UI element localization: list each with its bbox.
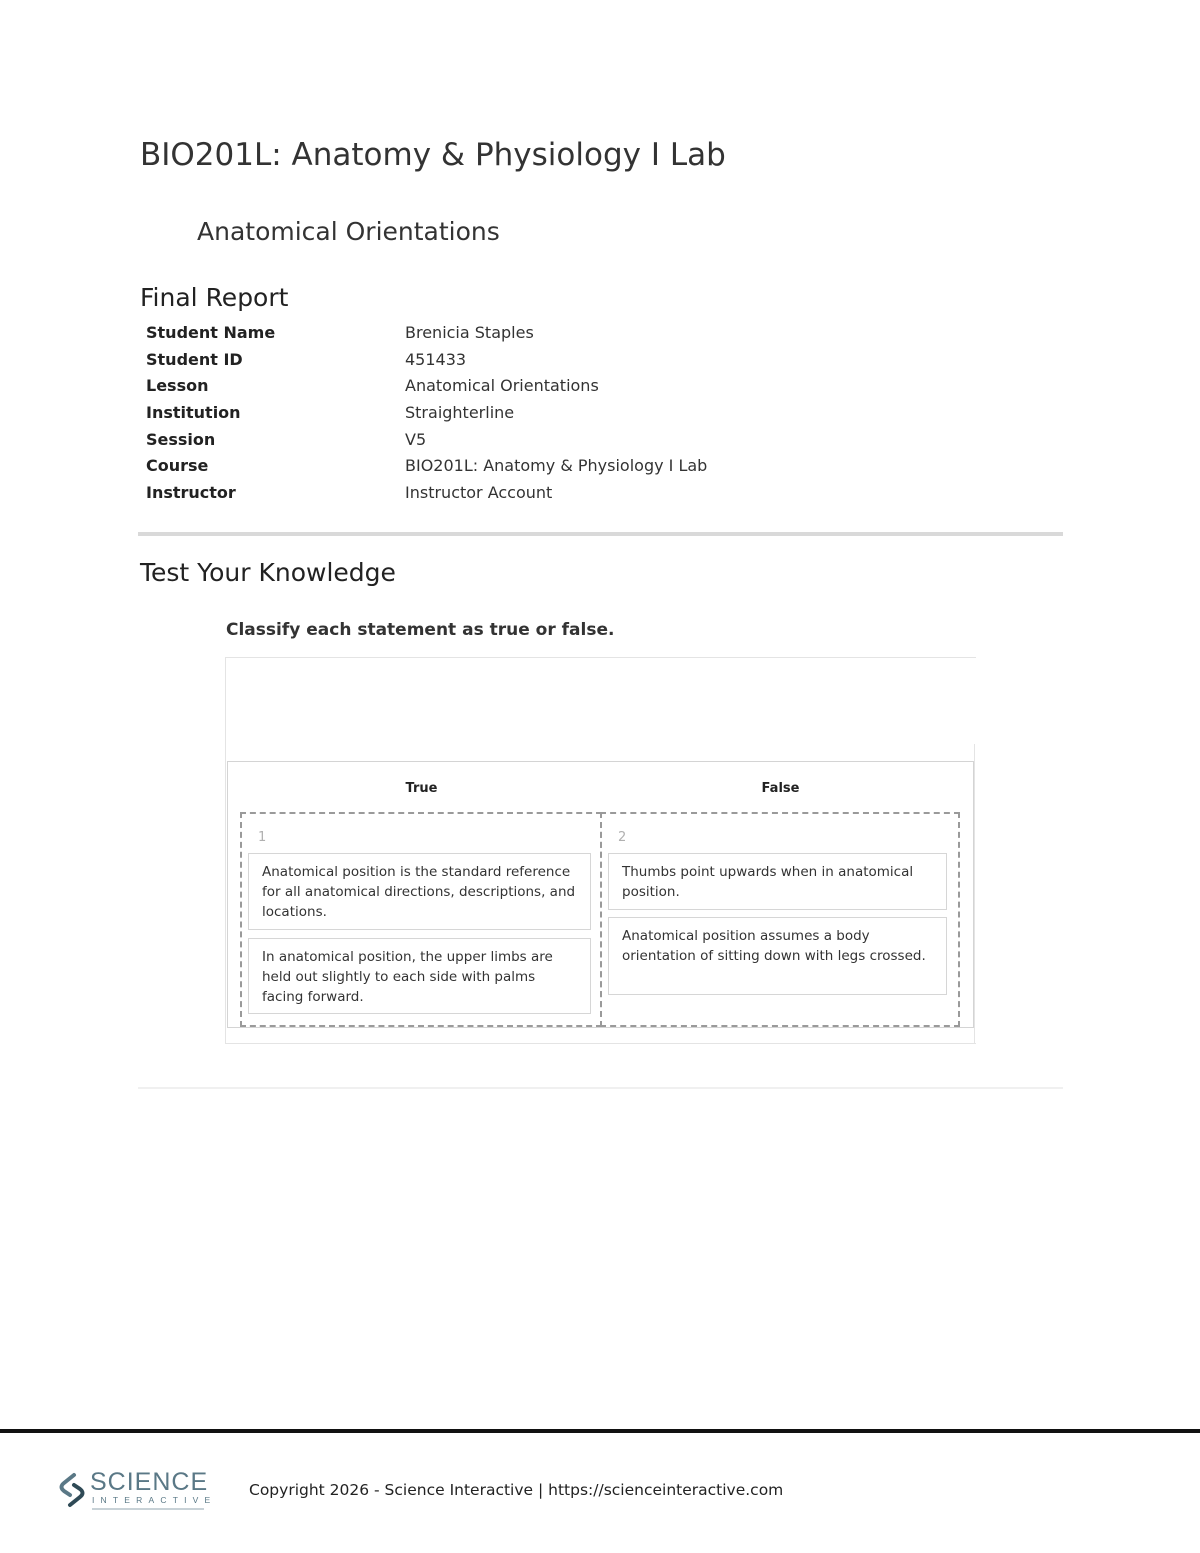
- info-label: Institution: [146, 403, 241, 423]
- section-divider: [138, 532, 1063, 536]
- footer-copyright: Copyright 2026 - Science Interactive | https://scienceinteractive.com: [249, 1481, 784, 1499]
- info-value: Straighterline: [405, 403, 515, 423]
- statement-card[interactable]: Anatomical position is the standard reference for all anatomical directions, descriptions, and locations.: [248, 853, 591, 930]
- question-container-edge: [974, 744, 975, 1044]
- info-label: Student ID: [146, 349, 243, 369]
- column-heading-false: False: [761, 781, 800, 796]
- section-title-test-your-knowledge: Test Your Knowledge: [140, 558, 396, 587]
- footer-divider: [0, 1429, 1200, 1433]
- statement-card[interactable]: Thumbs point upwards when in anatomical position.: [608, 853, 947, 910]
- zone-number: 2: [618, 830, 627, 845]
- info-label: Course: [146, 456, 209, 476]
- column-heading-true: True: [405, 781, 438, 796]
- info-value: 451433: [405, 349, 467, 369]
- info-value: Brenicia Staples: [405, 323, 534, 342]
- info-label: Student Name: [146, 323, 276, 342]
- info-value: Anatomical Orientations: [405, 376, 599, 396]
- info-label: Lesson: [146, 376, 209, 396]
- info-value: V5: [405, 429, 427, 449]
- info-value: Instructor Account: [405, 483, 553, 503]
- logo-wordmark: SCIENCE: [90, 1468, 209, 1496]
- statement-card[interactable]: Anatomical position assumes a body orientation of sitting down with legs crossed.: [608, 917, 947, 995]
- info-label: Session: [146, 429, 216, 449]
- logo-tagline-mark: [92, 1508, 204, 1510]
- logo-subtitle: INTERACTIVE: [92, 1495, 217, 1505]
- info-value: BIO201L: Anatomy & Physiology I Lab: [405, 456, 708, 476]
- course-title: BIO201L: Anatomy & Physiology I Lab: [140, 137, 726, 173]
- section-end-divider: [138, 1087, 1063, 1089]
- science-interactive-logo: [58, 1468, 217, 1516]
- report-title: Final Report: [140, 283, 289, 312]
- info-label: Instructor: [146, 483, 236, 503]
- logo-mark-icon: [58, 1472, 86, 1508]
- zone-number: 1: [258, 830, 267, 845]
- lesson-title: Anatomical Orientations: [197, 217, 500, 246]
- question-prompt: Classify each statement as true or false.: [226, 620, 615, 640]
- statement-card[interactable]: In anatomical position, the upper limbs are held out slightly to each side with palms facing forward.: [248, 938, 591, 1014]
